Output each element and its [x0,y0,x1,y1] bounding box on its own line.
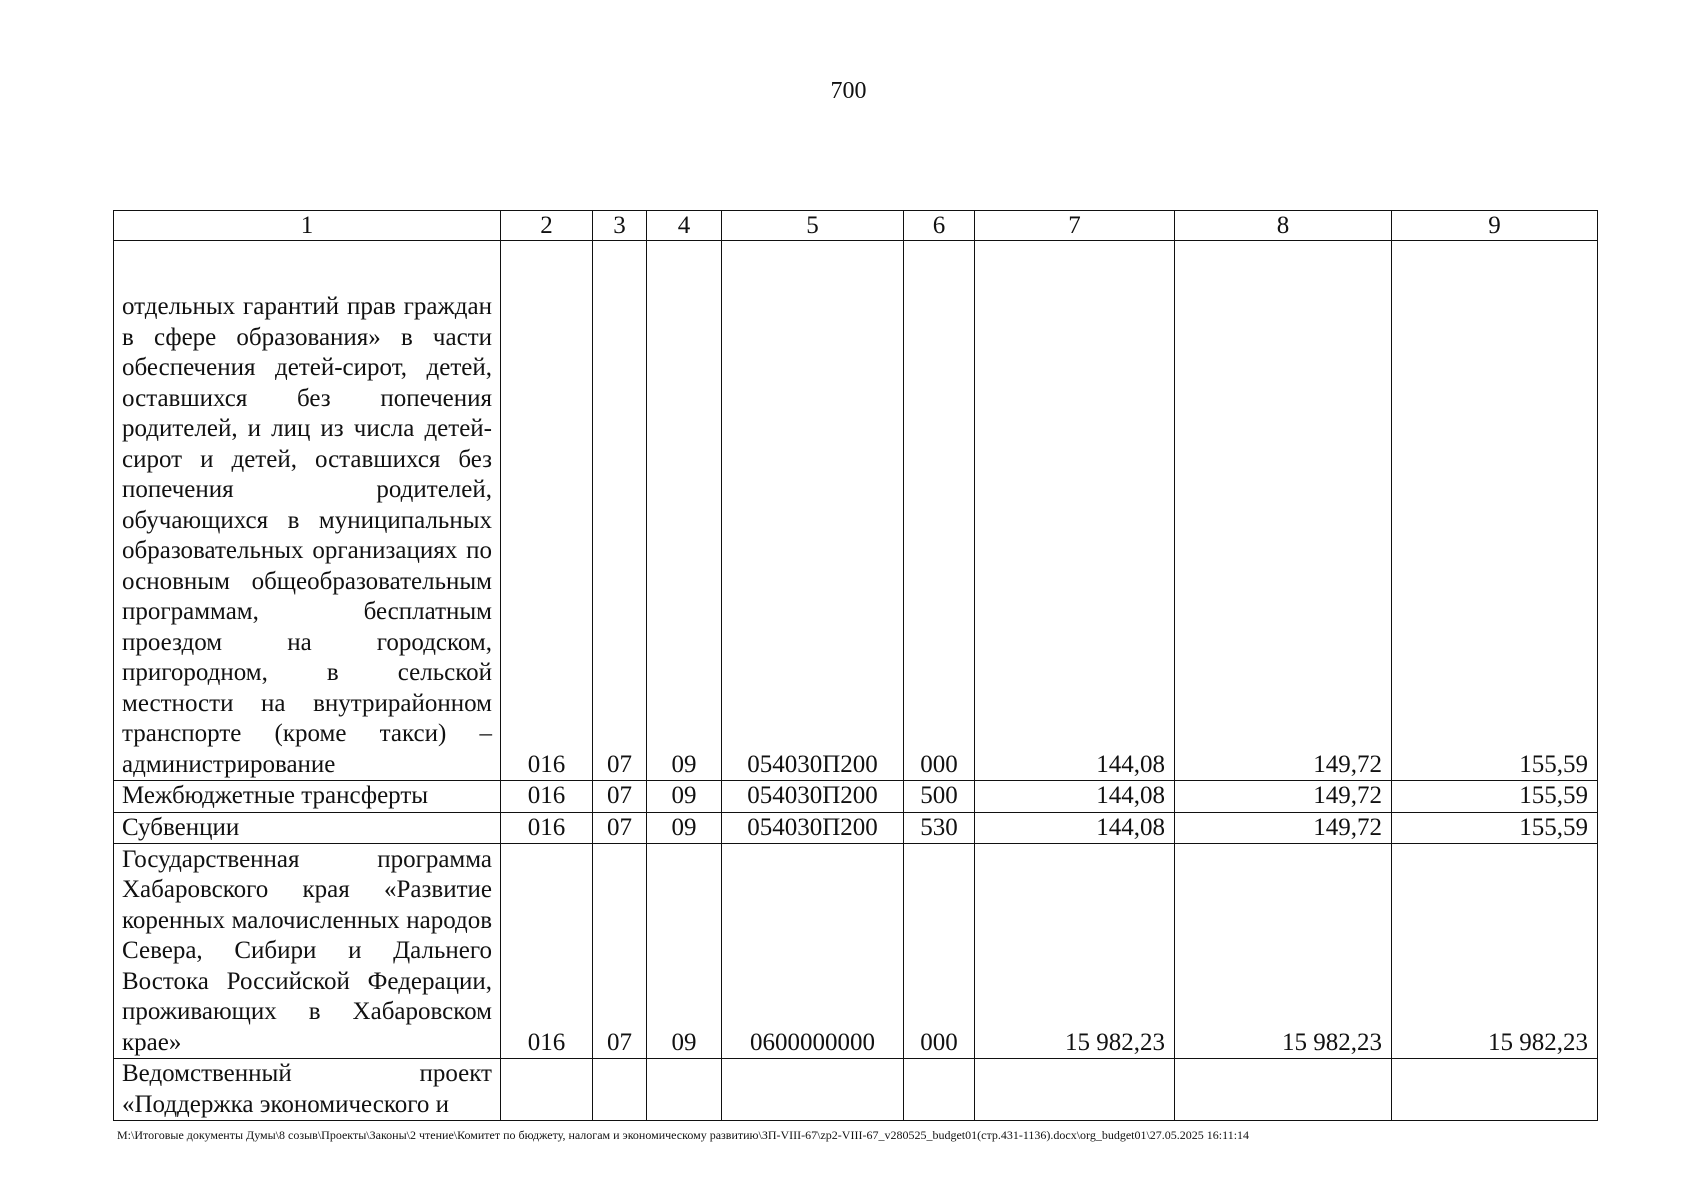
table-row [114,1059,1598,1121]
expense-type-code: 500 [904,781,975,813]
target-article-code: 054030П200 [722,241,904,781]
row-name: Межбюджетные трансферты [114,781,501,813]
column-header: 4 [647,211,722,241]
target-article-code: 054030П200 [722,781,904,813]
column-header: 3 [593,211,647,241]
section-code [593,1059,647,1121]
ministry-code: 016 [501,844,593,1059]
amount-col-8 [1175,1059,1392,1121]
amount-col-9: 15 982,23 [1392,844,1598,1059]
subsection-code: 09 [647,241,722,781]
page-number: 700 [830,78,867,104]
row-name: Ведомственный проект «Поддержка экономического и [114,1059,501,1121]
column-header: 6 [904,211,975,241]
ministry-code: 016 [501,241,593,781]
amount-col-8: 15 982,23 [1175,844,1392,1059]
table-row [114,812,1598,844]
table-row [114,241,1598,781]
ministry-code: 016 [501,812,593,844]
row-name: отдельных гарантий прав граждан в сфере образования» в части обеспечения детей-сирот, детей, оставшихся без попечения родителей, и лиц из числа детей-сирот и детей, оставшихся без попечения родителей, обучающихся в муниципальных образовательных организациях по основным общеобразовательным программам, бесплатным проездом на городском, пригородном, в сельской местности на внутрирайонном транспорте (кроме такси) – администрирование [114,241,501,781]
expense-type-code [904,1059,975,1121]
section-code: 07 [593,781,647,813]
target-article-code: 0600000000 [722,844,904,1059]
subsection-code: 09 [647,844,722,1059]
target-article-code: 054030П200 [722,812,904,844]
subsection-code: 09 [647,812,722,844]
document-file-path: M:\Итоговые документы Думы\8 созыв\Проекты\Законы\2 чтение\Комитет по бюджету, налогам и экономическому развитию\ЗП-VIII-67\zp2-VIII-67_v280525_budget01(стр.431-1136).docx\org_budget01\27.05.2025 16:11:14 [117,1128,1250,1142]
section-code: 07 [593,241,647,781]
table-row [114,781,1598,813]
ministry-code [501,1059,593,1121]
amount-col-9: 155,59 [1392,241,1598,781]
amount-col-7: 144,08 [975,781,1175,813]
column-number-header-row [114,211,1598,241]
column-header: 2 [501,211,593,241]
budget-table [113,210,1598,1121]
expense-type-code: 000 [904,844,975,1059]
column-header: 9 [1392,211,1598,241]
subsection-code: 09 [647,781,722,813]
amount-col-7 [975,1059,1175,1121]
table-row [114,844,1598,1059]
column-header: 1 [114,211,501,241]
column-header: 7 [975,211,1175,241]
amount-col-7: 144,08 [975,241,1175,781]
amount-col-8: 149,72 [1175,812,1392,844]
expense-type-code: 000 [904,241,975,781]
subsection-code [647,1059,722,1121]
amount-col-8: 149,72 [1175,781,1392,813]
amount-col-9: 155,59 [1392,812,1598,844]
column-header: 5 [722,211,904,241]
section-code: 07 [593,812,647,844]
amount-col-8: 149,72 [1175,241,1392,781]
amount-col-7: 15 982,23 [975,844,1175,1059]
amount-col-7: 144,08 [975,812,1175,844]
target-article-code [722,1059,904,1121]
column-header: 8 [1175,211,1392,241]
expense-type-code: 530 [904,812,975,844]
row-name: Государственная программа Хабаровского края «Развитие коренных малочисленных народов Севера, Сибири и Дальнего Востока Российской Федерации, проживающих в Хабаровском крае» [114,844,501,1059]
section-code: 07 [593,844,647,1059]
row-name: Субвенции [114,812,501,844]
amount-col-9: 155,59 [1392,781,1598,813]
amount-col-9 [1392,1059,1598,1121]
ministry-code: 016 [501,781,593,813]
